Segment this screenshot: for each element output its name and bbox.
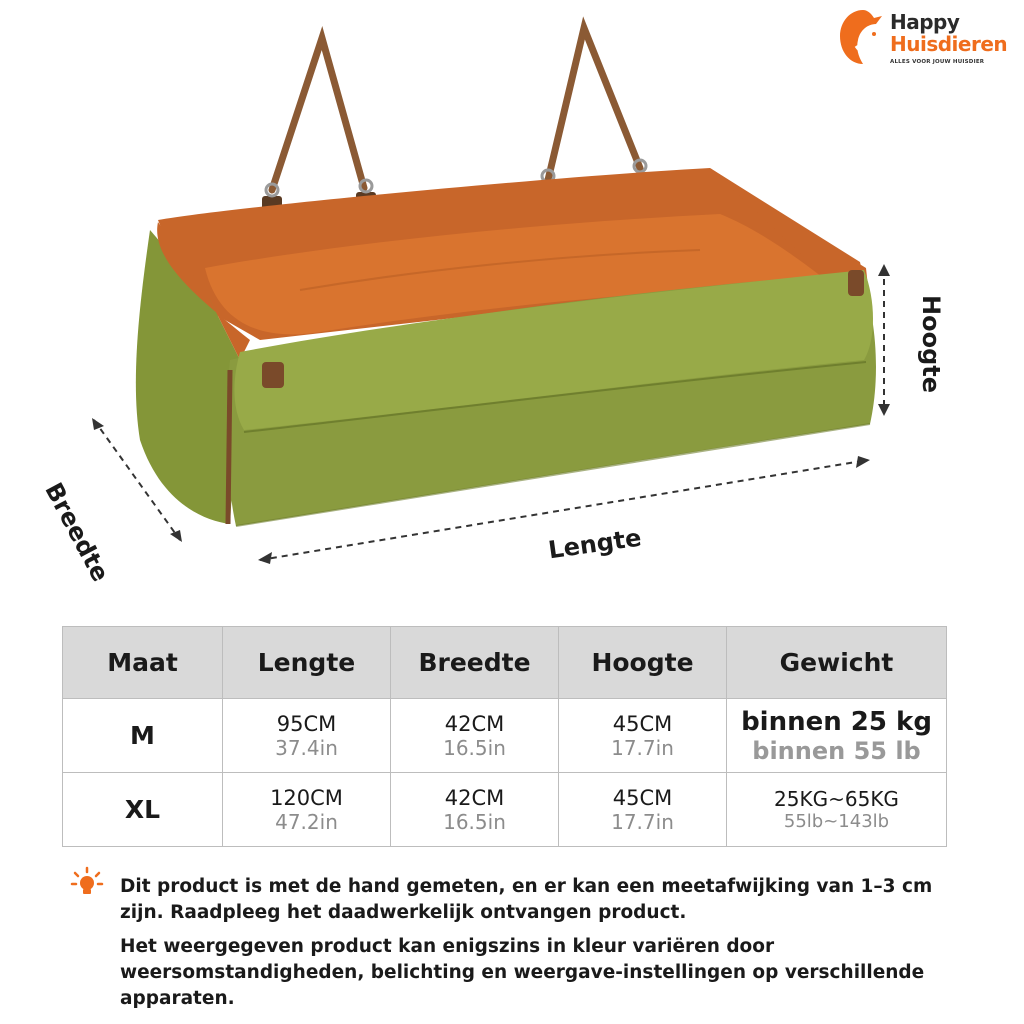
table-row (63, 773, 947, 847)
length-cm: 120CM (270, 785, 343, 810)
width-cell (391, 773, 559, 847)
length-cm: 95CM (276, 711, 337, 736)
height-cell (559, 773, 727, 847)
header-gewicht: Gewicht (727, 627, 947, 699)
length-cell (223, 773, 391, 847)
height-in: 17.7in (611, 735, 674, 760)
size-name: XL (124, 795, 161, 824)
weight-lb: 55lb~143lb (783, 810, 890, 832)
lightbulb-icon (70, 866, 104, 900)
weight-lb: binnen 55 lb (752, 736, 921, 765)
header-breedte: Breedte (391, 627, 559, 699)
measurement-note: Dit product is met de hand gemeten, en er kan een meetafwijking van 1–3 cm zijn. Raadpleeg het daadwerkelijk ontvangen product. (120, 876, 933, 923)
size-table (62, 626, 947, 847)
weight-kg: binnen 25 kg (741, 706, 932, 737)
table-header-row (63, 627, 947, 699)
color-note: Het weergegeven product kan enigszins in kleur variëren door weersomstandigheden, belichting en weergave-instellingen op verschillende apparaten. (120, 936, 925, 1009)
length-in: 47.2in (275, 809, 338, 834)
size-cell (63, 773, 223, 847)
size-cell (63, 699, 223, 773)
height-in: 17.7in (611, 809, 674, 834)
header-maat: Maat (63, 627, 223, 699)
brand-tagline: ALLES VOOR JOUW HUISDIER (890, 59, 985, 65)
header-hoogte: Hoogte (559, 627, 727, 699)
brand-name-line2: Huisdieren (890, 32, 1008, 56)
width-in: 16.5in (443, 809, 506, 834)
length-cell (223, 699, 391, 773)
width-label: Breedte (39, 478, 115, 587)
height-cm: 45CM (612, 711, 673, 736)
width-cell (391, 699, 559, 773)
height-label: Hoogte (917, 295, 945, 393)
length-in: 37.4in (275, 735, 338, 760)
weight-cell (727, 773, 947, 847)
width-cm: 42CM (444, 785, 505, 810)
height-cm: 45CM (612, 785, 673, 810)
weight-cell (727, 699, 947, 773)
weight-kg: 25KG~65KG (774, 786, 899, 811)
length-label: Lengte (546, 523, 644, 565)
height-cell (559, 699, 727, 773)
table-row (63, 699, 947, 773)
carry-straps (272, 28, 640, 190)
width-in: 16.5in (443, 735, 506, 760)
header-lengte: Lengte (223, 627, 391, 699)
size-name: M (130, 721, 155, 750)
width-cm: 42CM (444, 711, 505, 736)
brand-name-line1: Happy (890, 10, 960, 34)
